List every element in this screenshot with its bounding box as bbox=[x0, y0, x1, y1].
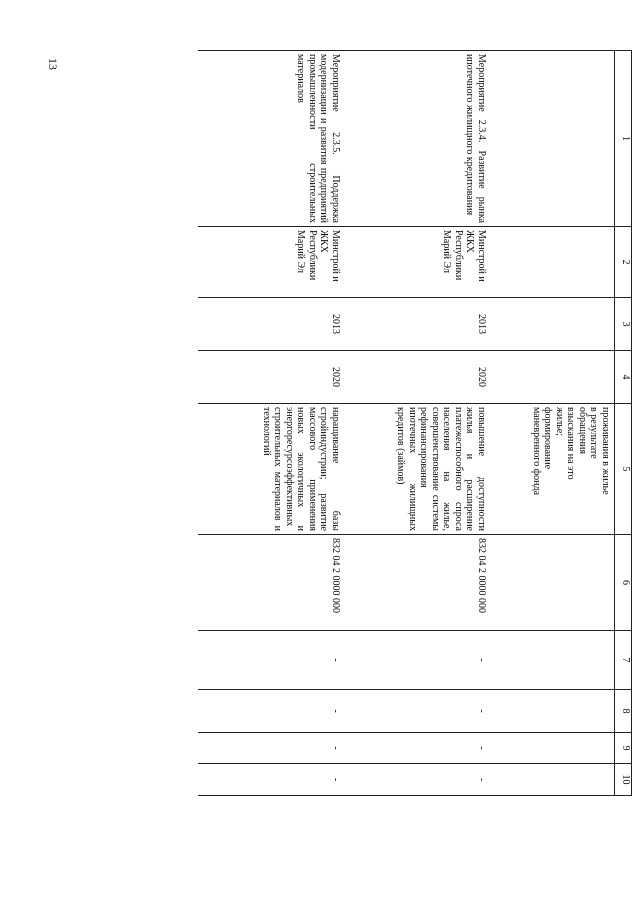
cell bbox=[490, 733, 615, 764]
description-line: жилье; bbox=[554, 407, 565, 437]
cell bbox=[490, 227, 615, 298]
end-year: 2020 bbox=[198, 351, 344, 404]
value-col-7: - bbox=[344, 631, 490, 690]
header-col-5: 5 bbox=[615, 404, 632, 535]
executor: Минстрой и ЖКХ Республики Марий Эл bbox=[344, 227, 490, 298]
activity-name: Мероприятие 2.3.4. Развитие рынка ипотечного жилищного кредитования bbox=[344, 51, 490, 227]
expected-result: наращивание базы стройиндустрии; развитие массового применения новых экологичных и энергоресурсоэффективных строительных материалов и технологий bbox=[198, 404, 344, 535]
cell bbox=[490, 764, 615, 796]
cell bbox=[490, 51, 615, 227]
description-line: формирование bbox=[542, 407, 554, 470]
header-col-2: 2 bbox=[615, 227, 632, 298]
description-line: маневренного фонда bbox=[531, 407, 542, 496]
value-col-10: - bbox=[344, 764, 490, 796]
budget-code: 832 04 2 0000 000 bbox=[198, 535, 344, 631]
description-line: в результате bbox=[588, 407, 600, 459]
description-line: проживания в жилье bbox=[600, 407, 611, 495]
header-col-7: 7 bbox=[615, 631, 632, 690]
continuation-row bbox=[490, 51, 615, 796]
page-number: 13 bbox=[46, 58, 60, 70]
cell bbox=[490, 298, 615, 351]
start-year: 2013 bbox=[198, 298, 344, 351]
value-col-8: - bbox=[198, 690, 344, 733]
expected-result: повышение доступности жилья и расширение платежеспособного спроса населения на жилье, совершенствование системы рефинансирования ипотечных жилищных кредитов (займов) bbox=[344, 404, 490, 535]
header-col-10: 10 bbox=[615, 764, 632, 796]
header-col-8: 8 bbox=[615, 690, 632, 733]
executor: Минстрой и ЖКХ Республики Марий Эл bbox=[198, 227, 344, 298]
value-col-7: - bbox=[198, 631, 344, 690]
document-sheet bbox=[120, 50, 632, 785]
cell bbox=[490, 351, 615, 404]
description-line: взыскания на это bbox=[565, 407, 577, 480]
header-col-9: 9 bbox=[615, 733, 632, 764]
budget-code: 832 04 2 0000 000 bbox=[344, 535, 490, 631]
start-year: 2013 bbox=[344, 298, 490, 351]
value-col-9: - bbox=[198, 733, 344, 764]
cell bbox=[490, 535, 615, 631]
description-line: обращения bbox=[577, 407, 588, 454]
header-col-1: 1 bbox=[615, 51, 632, 227]
table-row bbox=[198, 51, 344, 796]
cell bbox=[490, 631, 615, 690]
value-col-10: - bbox=[198, 764, 344, 796]
header-col-4: 4 bbox=[615, 351, 632, 404]
value-col-9: - bbox=[344, 733, 490, 764]
header-col-3: 3 bbox=[615, 298, 632, 351]
table-row bbox=[344, 51, 490, 796]
header-col-6: 6 bbox=[615, 535, 632, 631]
end-year: 2020 bbox=[344, 351, 490, 404]
activity-name: Мероприятие 2.3.5. Поддержка модернизации и развития предприятий промышленности строительных материалов bbox=[198, 51, 344, 227]
header-row bbox=[615, 51, 632, 796]
program-activities-table bbox=[198, 50, 632, 796]
cell bbox=[490, 690, 615, 733]
value-col-8: - bbox=[344, 690, 490, 733]
continuation-description bbox=[490, 404, 615, 535]
